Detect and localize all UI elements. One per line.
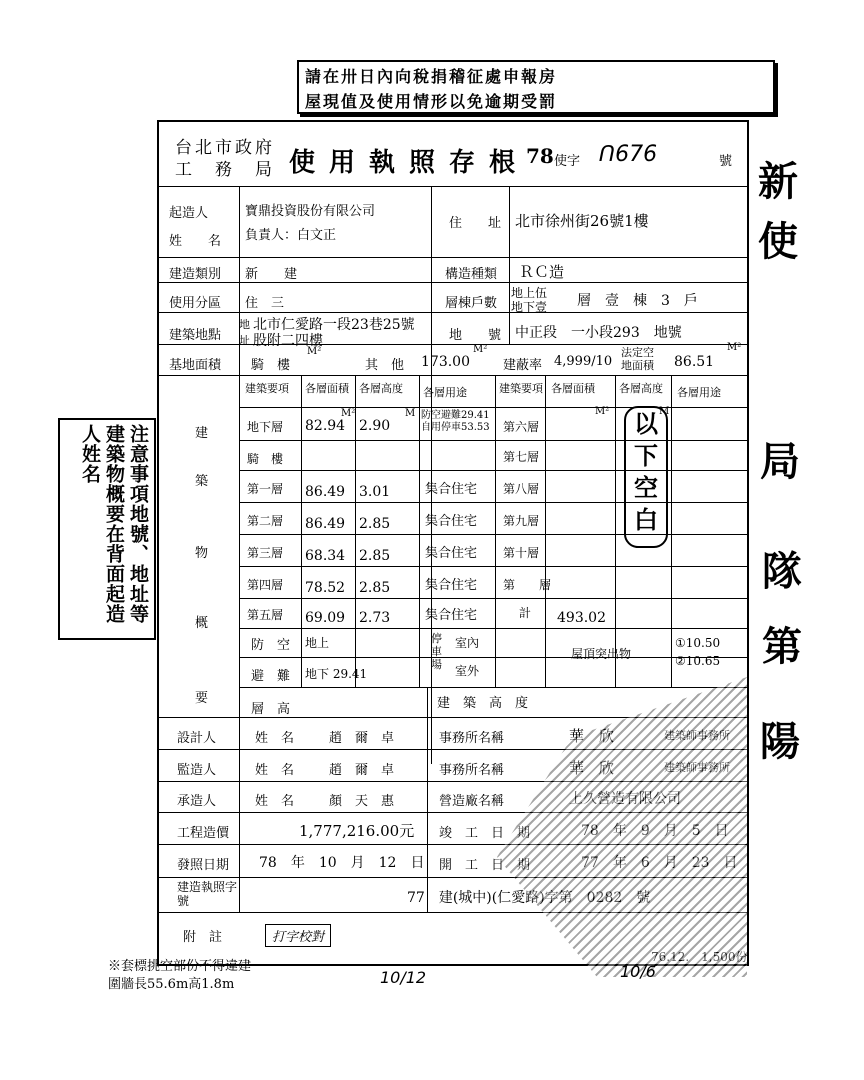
ratio-value: 4,999/10 [554, 354, 613, 369]
col-head: 各層高度 [359, 382, 403, 395]
col-head: 各層用途 [677, 386, 721, 399]
permit-number: ᑎ676 [599, 142, 658, 167]
notice-line-1: 請在卅日內向稅捐稽征處申報房 [305, 67, 558, 86]
row-use: 集合住宅 [425, 514, 478, 529]
printer-check: 打字校對 [265, 924, 331, 947]
row-use: 集合住宅 [425, 482, 478, 497]
type-label: 建造類別 [169, 267, 222, 282]
permit-word: 使字 [554, 154, 581, 169]
dept-line-2: 工 務 局 [175, 160, 275, 180]
open-unit: M² [727, 342, 742, 353]
lot-label: 地 號 [449, 328, 502, 343]
supervisor-name: 趙 爾 卓 [329, 763, 395, 778]
site-area-label: 基地面積 [169, 358, 222, 373]
supervisor-office: 華 欣 [569, 759, 615, 777]
owner-label-2: 姓 名 [169, 234, 222, 249]
side-note: 注意事項地號、地址等建築物概要在背面起造人姓名 [58, 418, 156, 640]
footnote [108, 958, 251, 994]
owner-company: 寶鼎投資股份有限公司 [245, 204, 376, 219]
contractor-name-label: 姓 名 [255, 794, 295, 809]
row-item-right: 第八層 [503, 482, 540, 496]
open-label: 法定空地面積 [621, 346, 654, 372]
shelter-below: 地下 29.41 [305, 667, 368, 681]
page-title: 使用執照存根 [289, 148, 530, 178]
margin-char: 第 [762, 623, 802, 670]
designer-name-label: 姓 名 [255, 731, 295, 746]
row-item-right: 第十層 [503, 546, 540, 560]
summary-side-2: 築 [195, 474, 209, 489]
designer-office-suffix: 建築師事務所 [664, 729, 730, 742]
owner-rep: 負責人：白文正 [245, 228, 337, 243]
row-area: 69.09 [305, 610, 346, 626]
type-value: 新 建 [245, 267, 298, 282]
notice-box [297, 60, 775, 114]
row-height: 2.85 [359, 580, 391, 596]
other-label: 其 他 [365, 358, 405, 373]
floors-above: 地上伍 [511, 286, 548, 300]
remarks-label: 附 註 [183, 930, 223, 945]
owner-label: 起造人 [169, 206, 209, 221]
row-item: 第二層 [247, 514, 284, 528]
row-height: 3.01 [359, 484, 391, 500]
print-run: 76.12. 1,500份 [651, 950, 748, 964]
row-use: 防空避難29.41 自用停車53.53 [421, 410, 490, 433]
margin-char: 局 [760, 438, 800, 485]
permit-year: 78 [526, 144, 554, 168]
floors-below: 地下壹 [511, 300, 548, 314]
unit-m: M [405, 408, 416, 419]
row-use: 集合住宅 [425, 578, 478, 593]
col-head: 各層面積 [305, 382, 349, 395]
start-label: 開 工 日 期 [439, 858, 531, 873]
zone-label: 使用分區 [169, 296, 222, 311]
arcade-unit: M² [307, 346, 322, 357]
margin-char: 隊 [762, 548, 802, 595]
arcade-label: 騎 樓 [251, 358, 291, 373]
build-height-label: 建 築 高 度 [437, 696, 529, 711]
designer-name: 趙 爾 卓 [329, 731, 395, 746]
permit-value: 77 建(城中)(仁愛路)字第 0282 號 [407, 890, 651, 906]
row-use: 集合住宅 [425, 608, 478, 623]
row-height: 2.85 [359, 516, 391, 532]
margin-char: 新 [758, 158, 798, 205]
cost-label: 工程造價 [177, 826, 230, 841]
other-value: 173.00 [421, 354, 470, 370]
zone-value: 住 三 [245, 296, 285, 311]
row-item-right: 計 [519, 606, 532, 620]
parking-label: 停車場 [431, 632, 442, 671]
parking-in: 室內 [455, 636, 480, 650]
row-item: 第三層 [247, 546, 284, 560]
col-head: 建築要項 [499, 382, 543, 395]
struct-value: ＲＣ造 [519, 263, 565, 281]
row-area: 82.94 [305, 418, 346, 434]
shelter-label: 避 難 [251, 669, 291, 684]
footnote-line-2: 圍牆長55.6m高1.8m [108, 977, 235, 992]
site-value-1: 北市仁愛路一段23巷25號 [253, 317, 415, 333]
summary-side-4: 概 [195, 616, 209, 631]
designer-office-label: 事務所名稱 [439, 731, 505, 746]
defense-above: 地上 [305, 636, 330, 650]
row-area: 86.49 [305, 516, 346, 532]
issue-label: 發照日期 [177, 858, 230, 873]
col-head: 各層高度 [619, 382, 663, 395]
handwritten-note: 10/12 [380, 968, 427, 987]
address-label: 住 址 [449, 216, 502, 231]
lot-value: 中正段 一小段293 地號 [515, 325, 682, 341]
designer-office: 華 欣 [569, 727, 615, 745]
blank-below-stamp: 以下空白 [624, 406, 668, 548]
site-value-2: 股附二四樓 [253, 333, 323, 349]
footnote-line-1: ※套標挑空部份不得違建 [108, 959, 252, 974]
floors-label: 層棟戶數 [445, 296, 498, 311]
row-item: 第五層 [247, 608, 284, 622]
handwritten-note: 10/6 [620, 962, 656, 981]
row-height: 2.73 [359, 610, 391, 626]
designer-label: 設計人 [177, 731, 217, 746]
summary-side-1: 建 [195, 426, 209, 441]
other-unit: M² [473, 344, 488, 355]
roof-2: ②10.65 [675, 654, 721, 668]
start-value: 77 年 6 月 23 日 [581, 855, 738, 871]
summary-side-3: 物 [195, 546, 209, 561]
layer-height-label: 層 高 [251, 702, 291, 717]
notice-line-2: 屋現值及使用情形以免逾期受罰 [305, 92, 558, 111]
finish-value: 78 年 9 月 5 日 [581, 823, 729, 839]
owner-address: 北市徐州街26號1樓 [515, 212, 649, 230]
margin-char: 使 [758, 218, 798, 265]
summary-side-5: 要 [195, 691, 209, 706]
permit-form [157, 120, 749, 966]
col-head: 各層面積 [551, 382, 595, 395]
contractor-label: 承造人 [177, 794, 217, 809]
row-item: 騎 樓 [247, 452, 284, 466]
finish-label: 竣 工 日 期 [439, 826, 531, 841]
row-use: 集合住宅 [425, 546, 478, 561]
firm-label: 營造廠名稱 [439, 794, 505, 809]
supervisor-office-label: 事務所名稱 [439, 763, 505, 778]
col-head: 建築要項 [245, 382, 289, 395]
col-head: 各層用途 [423, 386, 467, 399]
row-area: 68.34 [305, 548, 346, 564]
row-item: 第四層 [247, 578, 284, 592]
row-area: 78.52 [305, 580, 346, 596]
issue-value: 78 年 10 月 12 日 [259, 855, 425, 871]
unit-m2: M² [595, 406, 610, 417]
row-item: 第一層 [247, 482, 284, 496]
floors-value: 層 壹 棟 3 戶 [577, 293, 698, 309]
row-item-right: 第七層 [503, 450, 540, 464]
defense-label: 防 空 [251, 638, 291, 653]
row-item-right: 第六層 [503, 420, 540, 434]
row-height: 2.85 [359, 548, 391, 564]
permit-hao: 號 [719, 154, 733, 169]
row-item: 地下層 [247, 420, 284, 434]
row-item-right: 第九層 [503, 514, 540, 528]
site-label: 建築地點 [169, 328, 222, 343]
permit-label: 建造執照字號 [177, 880, 238, 908]
supervisor-label: 監造人 [177, 763, 217, 778]
row-item-right: 第 層 [503, 578, 552, 592]
cost-value: 1,777,216.00元 [299, 822, 415, 840]
supervisor-name-label: 姓 名 [255, 763, 295, 778]
contractor-name: 顏 天 惠 [329, 794, 395, 809]
total-area: 493.02 [557, 610, 606, 626]
site-side: 地址 [239, 318, 250, 347]
torn-corner [497, 677, 747, 977]
row-height: 2.90 [359, 418, 391, 434]
row-area: 86.49 [305, 484, 346, 500]
contractor-firm: 上久營造有限公司 [569, 791, 681, 807]
open-value: 86.51 [674, 354, 715, 370]
supervisor-office-suffix: 建築師事務所 [664, 761, 730, 774]
unit-m2: M² [341, 408, 356, 419]
unit-m: M [659, 406, 670, 417]
parking-out: 室外 [455, 664, 480, 678]
roof-label: 屋頂突出物 [571, 647, 632, 661]
roof-1: ①10.50 [675, 636, 721, 650]
margin-char: 陽 [760, 718, 800, 765]
dept-line-1: 台北市政府 [175, 138, 275, 158]
ratio-label: 建蔽率 [503, 358, 543, 373]
struct-label: 構造種類 [445, 267, 498, 282]
